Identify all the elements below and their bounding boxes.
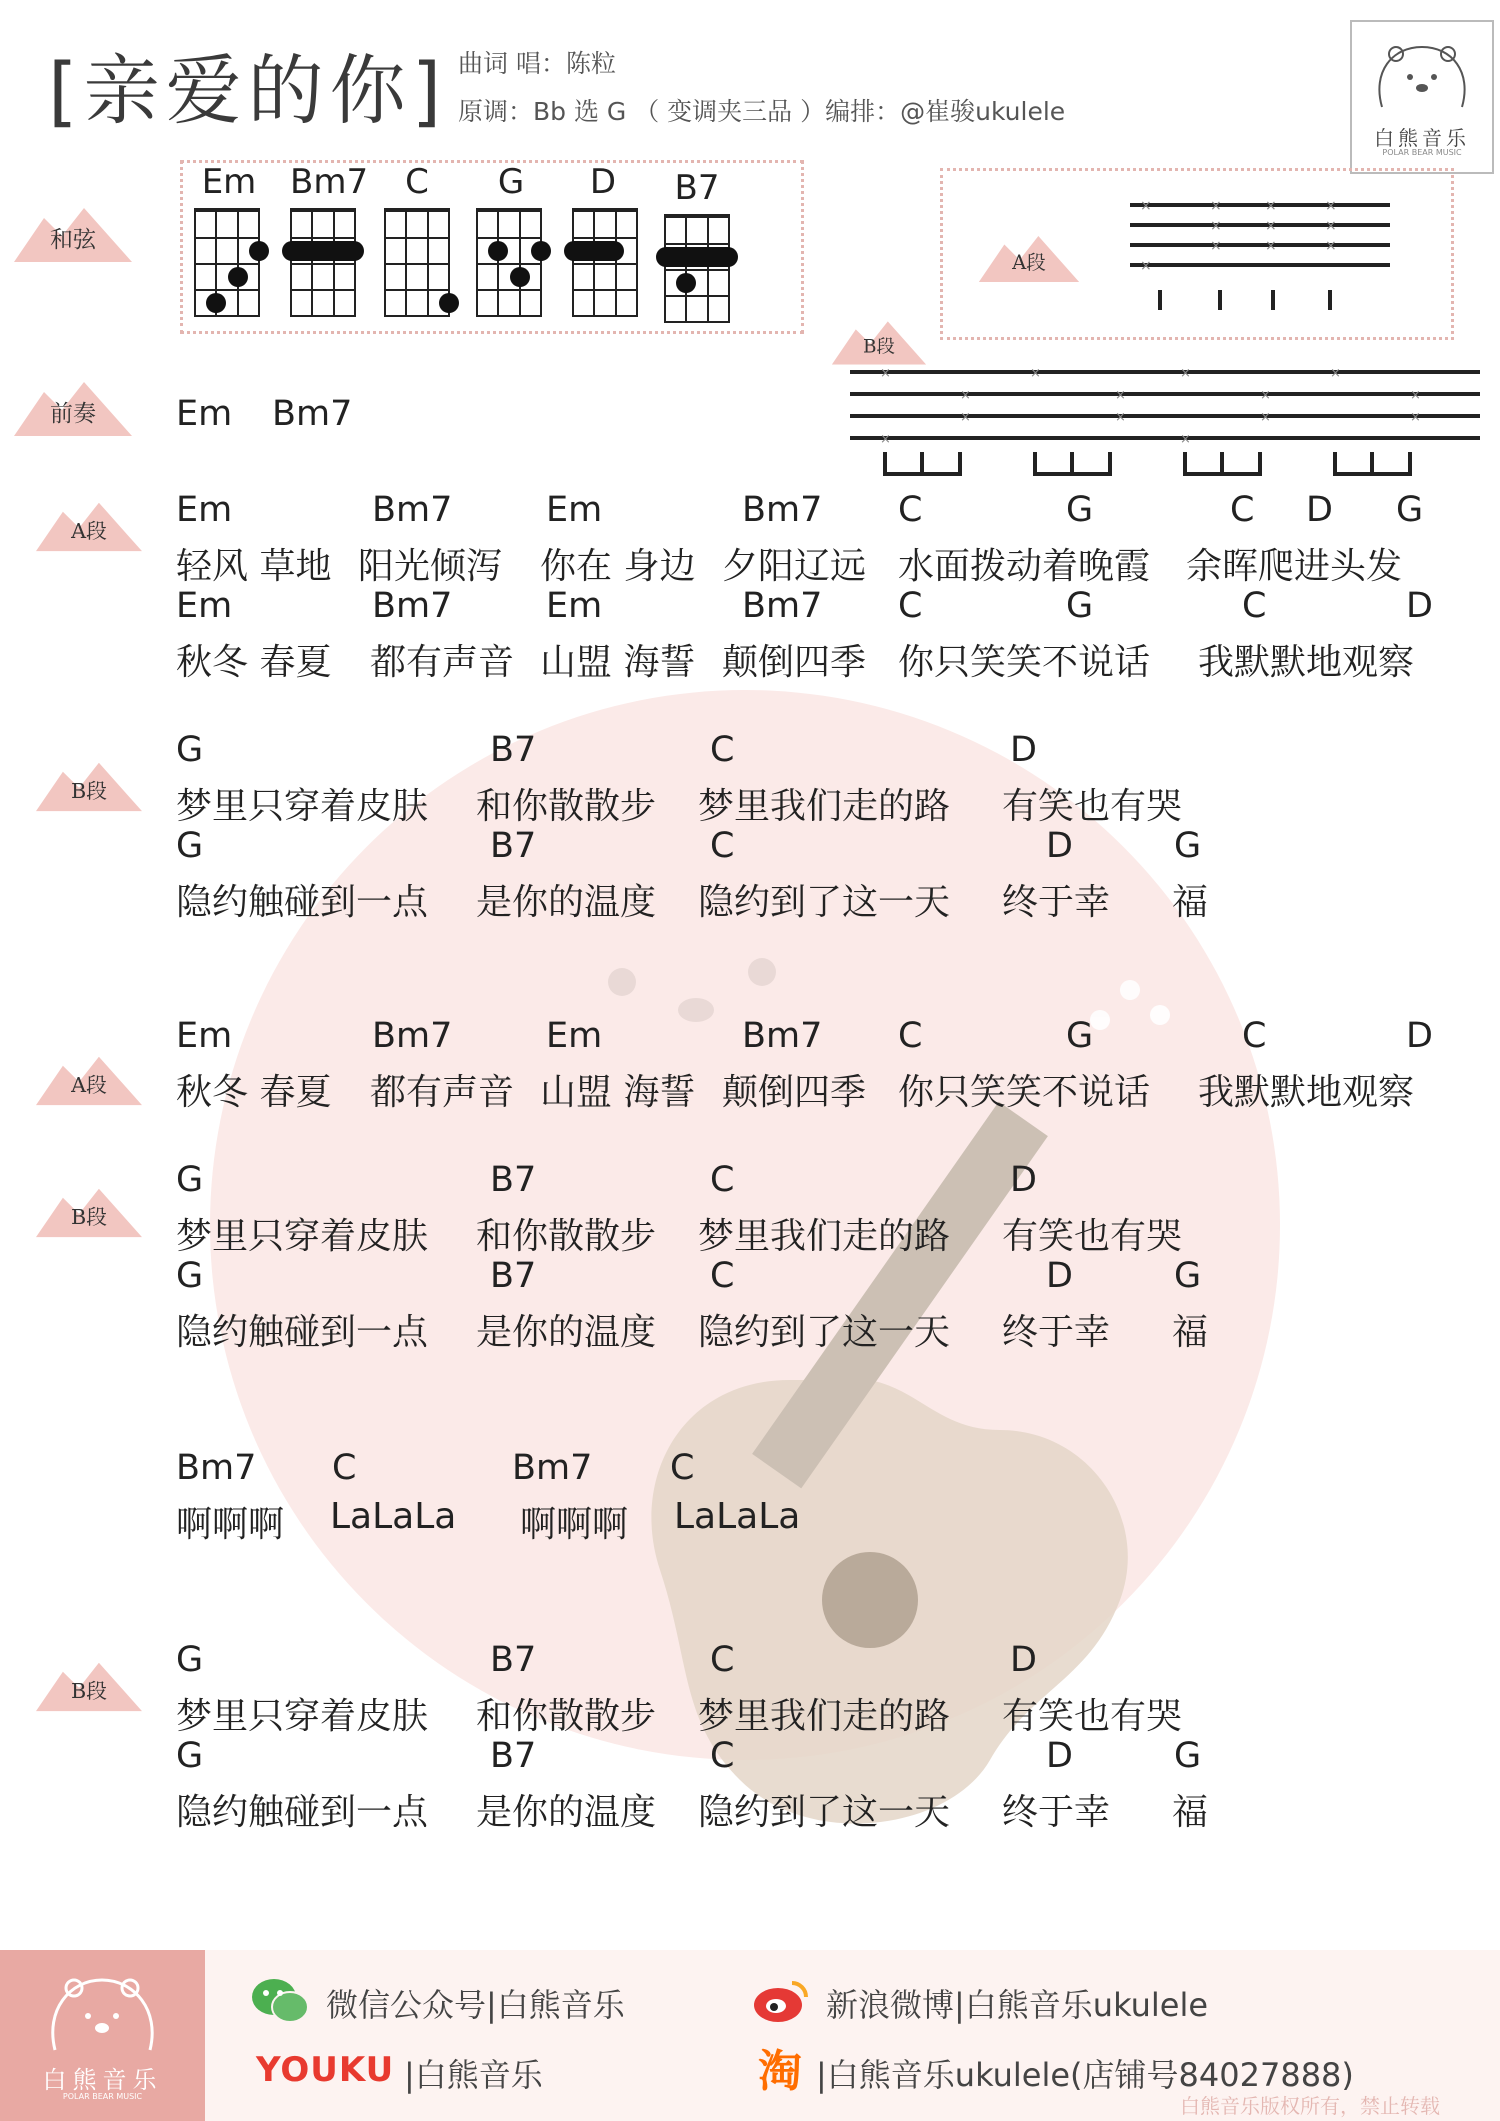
taobao-text: |白熊音乐ukulele(店铺号84027888) (816, 2056, 1354, 2094)
lyric: 是你的温度 (476, 882, 657, 923)
chord-row-bridge (176, 1448, 1496, 1492)
lyric-row-b1-line1 (176, 778, 1496, 827)
svg-text:×: × (1410, 410, 1421, 425)
chord-label: G (1174, 1256, 1202, 1296)
svg-text:×: × (1180, 432, 1191, 447)
svg-text:×: × (1140, 258, 1152, 274)
svg-text:×: × (1260, 388, 1271, 403)
chord-label: D (1046, 1256, 1073, 1296)
lyric: 梦里只穿着皮肤 (176, 786, 429, 827)
lyric-row-bridge (176, 1496, 1496, 1545)
chord-label: Em (176, 394, 233, 434)
chord-label: Bm7 (742, 1016, 823, 1056)
chord-row-b2-line2 (176, 1256, 1496, 1300)
chord-label: Bm7 (742, 490, 823, 530)
chord-row-a2 (176, 1016, 1496, 1060)
lyric: 我默默地观察 (1198, 1072, 1415, 1113)
lyric-row-a1-line1 (176, 538, 1496, 587)
svg-text:×: × (1210, 198, 1222, 214)
lyric: 颠倒四季 (722, 642, 867, 683)
chord-name: Em (201, 162, 257, 202)
svg-text:×: × (880, 366, 891, 381)
youku-logo: YOUKU (256, 2050, 395, 2090)
lyric: LaLaLa (674, 1496, 801, 1537)
chord-label: G (176, 1256, 204, 1296)
chord-row-b3-line2 (176, 1736, 1496, 1780)
lyric-row-b2-line2 (176, 1304, 1496, 1353)
lyric: 我默默地观察 (1198, 642, 1415, 683)
chord-label: D (1406, 1016, 1433, 1056)
chord-label: G (176, 826, 204, 866)
intro-chords (176, 394, 1496, 438)
lyric: 隐约到了这一天 (698, 1312, 951, 1353)
strum-a-tab (1130, 195, 1390, 315)
chord-label: Em (176, 490, 233, 530)
chord-label: C (898, 490, 923, 530)
polar-bear-icon (0, 1950, 205, 2060)
svg-text:×: × (1330, 366, 1341, 381)
chord-label: Bm7 (272, 394, 353, 434)
lyric: 轻风 草地 (176, 546, 332, 587)
lyric: 是你的温度 (476, 1312, 657, 1353)
chord-label: C (710, 826, 735, 866)
wechat-icon (250, 1975, 310, 2025)
chord-name: C (405, 162, 429, 202)
copyright-notice: 白熊音乐版权所有，禁止转载 (1180, 2094, 1440, 2118)
svg-text:×: × (1265, 198, 1277, 214)
svg-text:×: × (1140, 198, 1152, 214)
lyric: 和你散散步 (476, 1216, 657, 1257)
chord-row-a1-line2 (176, 586, 1496, 630)
chord-fretboards (180, 204, 800, 324)
lyric: 福 (1172, 882, 1209, 923)
chord-label: B7 (490, 730, 537, 770)
lyric: 梦里我们走的路 (698, 1696, 951, 1737)
lyric: 终于幸 (1002, 1312, 1111, 1353)
tag-b-section-2: B段 (36, 1189, 142, 1238)
chord-label: Bm7 (372, 490, 453, 530)
chord-label: C (898, 586, 923, 626)
lyric: 你只笑笑不说话 (898, 1072, 1151, 1113)
chord-row-a1-line1 (176, 490, 1496, 534)
chord-label: C (710, 1160, 735, 1200)
lyric: 都有声音 (370, 1072, 515, 1113)
lyric: 是你的温度 (476, 1792, 657, 1833)
chord-label: G (1066, 490, 1094, 530)
lyric: 梦里只穿着皮肤 (176, 1216, 429, 1257)
song-title: [亲爱的你] (48, 46, 448, 135)
svg-text:×: × (1325, 218, 1337, 234)
chord-row-b1-line1 (176, 730, 1496, 774)
lyric: 秋冬 春夏 (176, 642, 332, 683)
chord-label: D (1046, 826, 1073, 866)
lyric: 有笑也有哭 (1002, 1216, 1183, 1257)
chord-label: B7 (490, 826, 537, 866)
chord-label: Bm7 (742, 586, 823, 626)
svg-text:×: × (1115, 410, 1126, 425)
chord-label: G (176, 1640, 204, 1680)
chord-label: Em (176, 1016, 233, 1056)
lyric-row-a2 (176, 1064, 1496, 1113)
lyric: 终于幸 (1002, 1792, 1111, 1833)
svg-text:×: × (1265, 238, 1277, 254)
lyric: 啊啊啊 (176, 1504, 285, 1545)
chord-name: B7 (674, 168, 720, 208)
weibo-icon (752, 1975, 812, 2025)
chord-label: C (898, 1016, 923, 1056)
lyric: 啊啊啊 (520, 1504, 629, 1545)
chord-label: G (1174, 1736, 1202, 1776)
lyric: LaLaLa (330, 1496, 457, 1537)
fretboard-b7 (656, 214, 738, 322)
taobao-icon (756, 2044, 812, 2094)
lyric-row-b2-line1 (176, 1208, 1496, 1257)
lyric: 隐约触碰到一点 (176, 1792, 429, 1833)
svg-text:淘: 淘 (758, 2046, 802, 2094)
svg-text:×: × (960, 410, 971, 425)
lyric: 梦里我们走的路 (698, 1216, 951, 1257)
lyric: 和你散散步 (476, 786, 657, 827)
chord-label: D (1010, 730, 1037, 770)
lyric: 梦里只穿着皮肤 (176, 1696, 429, 1737)
svg-text:×: × (1265, 218, 1277, 234)
lyric: 有笑也有哭 (1002, 786, 1183, 827)
lyric-row-a1-line2 (176, 634, 1496, 683)
youku-text: |白熊音乐 (404, 2056, 543, 2094)
chord-label: C (710, 730, 735, 770)
lyric: 你在 身边 (540, 546, 696, 587)
chord-label: C (332, 1448, 357, 1488)
lyric-row-b3-line2 (176, 1784, 1496, 1833)
chord-label: Bm7 (372, 586, 453, 626)
svg-text:×: × (1210, 238, 1222, 254)
lyric: 余晖爬进头发 (1186, 546, 1403, 587)
lyric: 秋冬 春夏 (176, 1072, 332, 1113)
logo-name: 白熊音乐 (1374, 126, 1470, 150)
chord-label: G (1066, 1016, 1094, 1056)
chord-label: C (1242, 1016, 1267, 1056)
svg-text:×: × (1210, 218, 1222, 234)
svg-text:×: × (960, 388, 971, 403)
lyric: 有笑也有哭 (1002, 1696, 1183, 1737)
song-credits: 曲词 唱：陈粒 (458, 49, 616, 78)
lyric: 阳光倾泻 (358, 546, 503, 587)
svg-text:×: × (880, 432, 891, 447)
chord-label: B7 (490, 1160, 537, 1200)
chord-label: C (710, 1736, 735, 1776)
chord-label: C (1242, 586, 1267, 626)
chord-label: G (1066, 586, 1094, 626)
svg-text:×: × (1410, 388, 1421, 403)
lyric: 梦里我们走的路 (698, 786, 951, 827)
tag-chords: 和弦 (14, 208, 132, 262)
fretboard-d (564, 208, 638, 316)
chord-name: Bm7 (290, 162, 369, 202)
lyric: 山盟 海誓 (540, 642, 696, 683)
polar-bear-icon (1352, 22, 1492, 122)
lyric: 山盟 海誓 (540, 1072, 696, 1113)
lyric-row-b1-line2 (176, 874, 1496, 923)
chord-label: Bm7 (372, 1016, 453, 1056)
lyric: 颠倒四季 (722, 1072, 867, 1113)
lyric: 隐约到了这一天 (698, 882, 951, 923)
lyric: 隐约到了这一天 (698, 1792, 951, 1833)
fretboard-g (476, 208, 551, 316)
fretboard-c (384, 208, 459, 316)
chord-label: B7 (490, 1256, 537, 1296)
fretboard-bm7 (282, 208, 364, 316)
chord-label: C (710, 1256, 735, 1296)
chord-label: D (1306, 490, 1333, 530)
polar-bear-logo (1350, 20, 1494, 174)
svg-text:×: × (1325, 238, 1337, 254)
chord-label: G (1396, 490, 1424, 530)
lyric: 和你散散步 (476, 1696, 657, 1737)
chord-label: G (1174, 826, 1202, 866)
chord-label: D (1046, 1736, 1073, 1776)
tag-b-section-3: B段 (36, 1663, 142, 1712)
chord-row-b2-line1 (176, 1160, 1496, 1204)
chord-name: D (589, 162, 617, 202)
chord-label: B7 (490, 1640, 537, 1680)
footer-logo-sub: POLAR BEAR MUSIC (62, 2092, 143, 2101)
lyric: 水面拨动着晚霞 (898, 546, 1151, 587)
chord-label: D (1010, 1160, 1037, 1200)
chord-label: D (1406, 586, 1433, 626)
chord-label: Em (176, 586, 233, 626)
chord-label: C (710, 1640, 735, 1680)
logo-sub: POLAR BEAR MUSIC (1382, 148, 1462, 157)
chord-label: Em (546, 586, 603, 626)
chord-row-b3-line1 (176, 1640, 1496, 1684)
tag-a-section-2: A段 (36, 1057, 142, 1106)
svg-text:×: × (1325, 198, 1337, 214)
wechat-text: 微信公众号|白熊音乐 (326, 1986, 625, 2024)
chord-label: G (176, 730, 204, 770)
lyric: 夕阳辽远 (722, 546, 867, 587)
chord-label: Bm7 (512, 1448, 593, 1488)
chord-label: C (1230, 490, 1255, 530)
tag-intro: 前奏 (14, 382, 132, 436)
chord-row-b1-line2 (176, 826, 1496, 870)
lyric-row-b3-line1 (176, 1688, 1496, 1737)
lyric: 福 (1172, 1312, 1209, 1353)
fretboard-em (194, 208, 269, 316)
lyric: 福 (1172, 1792, 1209, 1833)
chord-label: C (670, 1448, 695, 1488)
chord-label: Bm7 (176, 1448, 257, 1488)
footer-logo-name: 白熊音乐 (42, 2066, 163, 2094)
lyric: 隐约触碰到一点 (176, 882, 429, 923)
key-info: 原调：Bb 选 G （ 变调夹三品 ）编排：@崔骏ukulele (458, 97, 1066, 126)
chord-label: G (176, 1736, 204, 1776)
lyric: 你只笑笑不说话 (898, 642, 1151, 683)
chord-name: G (497, 162, 525, 202)
svg-text:×: × (1115, 388, 1126, 403)
svg-text:×: × (1030, 366, 1041, 381)
svg-text:×: × (1180, 366, 1191, 381)
lyric: 隐约触碰到一点 (176, 1312, 429, 1353)
chord-label: Em (546, 1016, 603, 1056)
tag-a-section-1: A段 (36, 503, 142, 552)
tag-b-section-1: B段 (36, 763, 142, 812)
lyric: 都有声音 (370, 642, 515, 683)
lyric: 终于幸 (1002, 882, 1111, 923)
chord-label: Em (546, 490, 603, 530)
chord-label: G (176, 1160, 204, 1200)
svg-text:×: × (1260, 410, 1271, 425)
tag-strum-a: A段 (979, 236, 1079, 282)
tag-strum-b: B段 (832, 321, 926, 364)
footer-logo (0, 1950, 205, 2121)
chord-label: D (1010, 1640, 1037, 1680)
chord-label: B7 (490, 1736, 537, 1776)
weibo-text: 新浪微博|白熊音乐ukulele (826, 1986, 1209, 2024)
